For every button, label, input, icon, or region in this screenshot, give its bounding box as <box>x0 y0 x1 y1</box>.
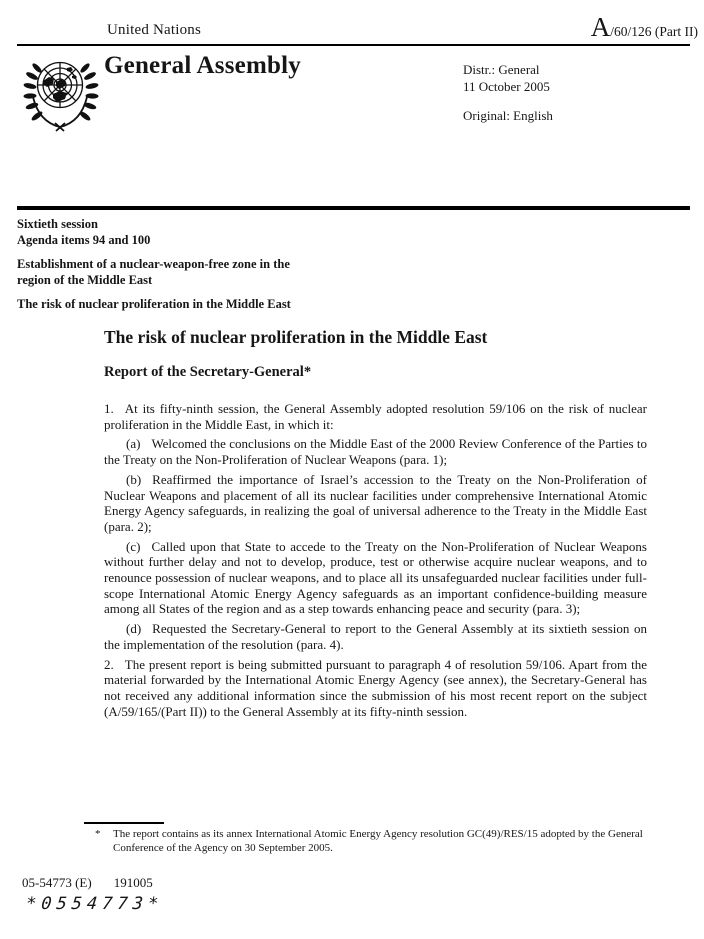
subparagraph-d-marker: (d) <box>126 621 142 637</box>
document-symbol <box>591 14 698 41</box>
document-symbol-initial: A <box>590 12 611 42</box>
paragraph-2-number: 2. <box>104 656 114 672</box>
session-agenda <box>17 216 437 248</box>
paragraph-1-number: 1. <box>104 401 114 416</box>
subparagraph-a <box>104 436 647 467</box>
subparagraph-c <box>104 539 647 618</box>
subparagraph-b <box>104 472 647 535</box>
document-symbol-rest: /60/126 (Part II) <box>610 24 698 39</box>
org-name: United Nations <box>107 22 202 38</box>
footnote-separator <box>84 822 164 824</box>
distribution-block <box>463 62 553 125</box>
subparagraph-d-text: Requested the Secretary-General to report to the General Assembly at its sixtieth session on the implementation of the resolution (para. 4). <box>104 621 647 652</box>
agenda-line: Agenda items 94 and 100 <box>17 233 151 247</box>
subparagraph-d <box>104 621 647 652</box>
subparagraph-a-marker: (a) <box>126 436 141 452</box>
report-title: The risk of nuclear proliferation in the Middle East <box>104 327 488 347</box>
agenda-item-b <box>17 296 437 312</box>
un-emblem-icon <box>23 53 99 133</box>
distr-line: Distr.: General <box>463 62 540 77</box>
assembly-title: General Assembly <box>104 52 301 79</box>
paragraph-2-text: The present report is being submitted pursuant to paragraph 4 of resolution 59/106. Apart from the material forwarded by the International Atomic Energy Agency (see annex), the Secretary-General has not received any additional information since the submission of his most recent report on the subject (A/59/165/(Part II)) to the General Assembly at its fifty-ninth session. <box>104 656 647 719</box>
date-code: 191005 <box>113 875 153 890</box>
job-number-line <box>22 875 153 891</box>
date-line: 11 October 2005 <box>463 78 550 94</box>
footnote-text: The report contains as its annex International Atomic Energy Agency resolution GC(49)/RES/15 adopted by the General Conference of the Agency on 30 September 2005. <box>113 828 643 854</box>
paragraph-2 <box>104 657 647 720</box>
job-number: 05-54773 (E) <box>22 875 92 890</box>
agenda-item-b-line: The risk of nuclear proliferation in the Middle East <box>17 297 291 311</box>
session-rule <box>17 206 690 210</box>
main-content <box>104 326 647 723</box>
paragraph-1 <box>104 401 647 432</box>
subparagraph-a-text: Welcomed the conclusions on the Middle East of the 2000 Review Conference of the Parties to the Treaty on the Non-Proliferation of Nuclear Weapons (para. 1); <box>104 436 647 468</box>
footnote <box>95 827 655 855</box>
original-language-line: Original: English <box>463 108 553 123</box>
footnote-marker: * <box>95 828 101 840</box>
session-line: Sixtieth session <box>17 217 98 231</box>
session-block <box>17 216 437 320</box>
agenda-item-a-line1: Establishment of a nuclear-weapon-free zone in the <box>17 257 290 271</box>
agenda-item-a-line2: region of the Middle East <box>17 273 153 287</box>
barcode-text: *0554773* <box>24 894 165 914</box>
agenda-item-a <box>17 256 437 288</box>
paragraph-1-text: At its fifty-ninth session, the General Assembly adopted resolution 59/106 on the risk of nuclear proliferation in the Middle East, in which it: <box>104 401 647 432</box>
subparagraph-c-marker: (c) <box>126 538 141 554</box>
subparagraph-b-text: Reaffirmed the importance of Israel’s accession to the Treaty on the Non-Proliferation of Nuclear Weapons and placement of all its nuclear facilities under comprehensive International Atomic Energy Agency safeguards, in realizing the goal of universal adherence to the Treaty in the Middle East (para. 2); <box>104 471 647 534</box>
subparagraph-b-marker: (b) <box>126 471 142 487</box>
footnote-block <box>95 827 655 855</box>
report-subtitle: Report of the Secretary-General* <box>104 364 312 380</box>
header-rule <box>17 44 690 46</box>
subparagraph-c-text: Called upon that State to accede to the Treaty on the Non-Proliferation of Nuclear Weapons without further delay and not to develop, produce, test or otherwise acquire nuclear weapons, and to renounce possession of nuclear weapons, and to place all its unsafeguarded nuclear facilities under full-scope International Atomic Energy Agency safeguards as an important confidence-building measure among all States of the region and as a step towards enhancing peace and security (para. 3); <box>104 538 647 617</box>
